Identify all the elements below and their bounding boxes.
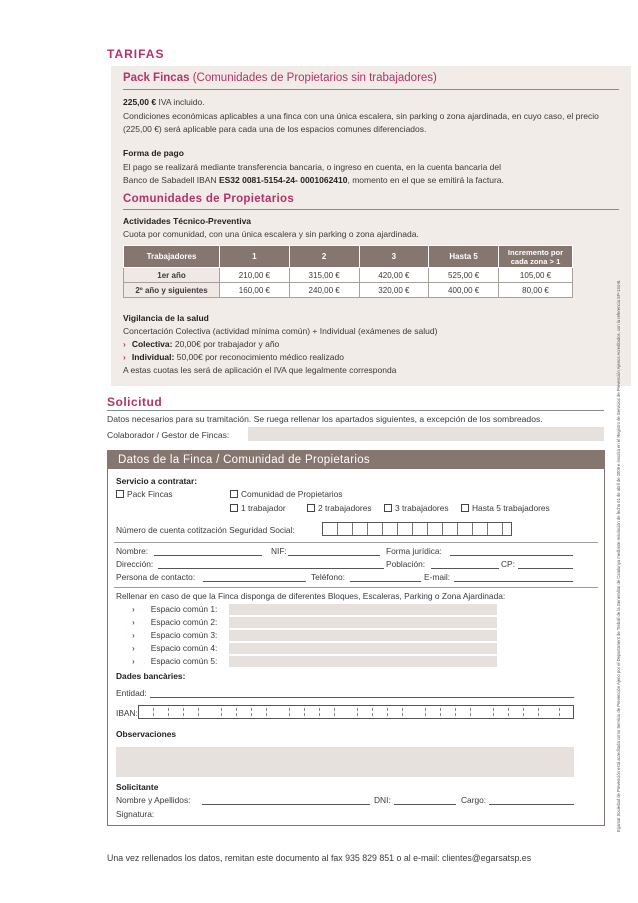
chevron-right-icon: › [123,339,126,349]
space-label-text: Espacio común 2: [150,617,218,627]
nif-label: NIF: [271,546,287,556]
option-1-worker[interactable] [230,503,286,513]
checkbox[interactable] [384,504,392,512]
cargo-input[interactable] [489,804,574,805]
option-label: 2 trabajadores [318,503,372,513]
table-header: Hasta 5 [429,246,499,268]
obs-title [116,729,176,739]
pack-title-sub: (Comunidades de Propietarios sin trabajadores) [192,72,437,84]
obs-title-text: Observaciones [116,729,177,739]
space-2-label [132,617,217,627]
table-header: 1 [220,246,290,268]
contacto-input[interactable] [203,581,306,582]
checkbox[interactable] [230,490,238,498]
service-label-text: Servicio a contratar: [116,476,197,486]
nombre-apellidos-input[interactable] [202,804,370,805]
cargo-label: Cargo: [461,795,487,805]
checkbox[interactable] [307,504,315,512]
chevron-right-icon: › [132,643,135,653]
table-header-row [124,246,573,268]
direccion-input[interactable] [158,568,384,569]
table-cell: 525,00 € [429,268,499,283]
cp-label: CP: [501,559,515,569]
divider [123,89,619,90]
space-5-field[interactable] [229,656,497,667]
table-cell: 320,00 € [359,283,429,298]
option-label: 3 trabajadores [395,503,449,513]
divider [114,542,598,543]
space-4-field[interactable] [229,643,497,654]
bottom-note: Una vez rellenados los datos, remitan este documento al fax 935 829 851 o al e-mail: clientes@egarsatsp.es [107,853,532,863]
space-2-field[interactable] [229,617,497,628]
space-label-text: Espacio común 5: [150,656,218,666]
option-label: Hasta 5 trabajadores [472,503,550,513]
forma-label: Forma jurídica: [386,546,442,556]
payment-title-text: Forma de pago [123,148,184,158]
table-cell: 420,00 € [359,268,429,283]
nombre-apellidos-label: Nombre y Apellidos: [116,795,191,805]
nombre-label: Nombre: [116,546,149,556]
chevron-right-icon: › [123,352,126,362]
pack-fincas-panel [111,66,631,386]
service-label [116,476,197,486]
signatura-label: Signatura: [116,809,155,819]
solicitud-intro: Datos necesarios para su tramitación. Se ruega rellenar los apartados siguientes, a excepción de los sombreados. [107,414,543,424]
option-label: 1 trabajador [241,503,286,513]
table-header: 3 [359,246,429,268]
chevron-right-icon: › [132,630,135,640]
activities-title-text: Actividades Técnico-Preventiva [123,216,252,226]
option-pack-fincas[interactable] [116,489,173,499]
space-label-text: Espacio común 3: [150,630,218,640]
space-label-text: Espacio común 1: [150,604,218,614]
email-label: E-mail: [424,572,451,582]
spaces-intro: Rellenar en caso de que la Finca disponga de diferentes Bloques, Escaleras, Parking o Zona Ajardinada: [116,591,506,601]
nombre-input[interactable] [154,555,262,556]
pack-title [123,72,437,84]
option-community[interactable] [230,489,343,499]
table-cell: 400,00 € [429,283,499,298]
individual-text: 50,00€ por reconocimiento médico realizado [176,352,344,362]
space-label-text: Espacio común 4: [150,643,218,653]
option-label: Comunidad de Propietarios [241,489,343,499]
health-text: Concertación Colectiva (actividad mínima común) + Individual (exámenes de salud) [123,326,438,336]
divider [114,587,598,588]
space-4-label [132,643,217,653]
solicitante-title [116,782,158,792]
price-value: 225,00 € [123,97,157,107]
option-3-workers[interactable] [384,503,449,513]
payment-text-1: El pago se realizará mediante transferencia bancaria, o ingreso en cuenta, en la cuenta bancaria del [123,162,502,172]
payment-text-2 [123,174,617,187]
iban-label: IBAN: [116,708,138,718]
solicitante-title-text: Solicitante [116,782,159,792]
option-label: Pack Fincas [127,489,173,499]
collective-label: Colectiva: [131,339,173,349]
table-cell: 210,00 € [220,268,290,283]
checkbox[interactable] [230,504,238,512]
email-input[interactable] [454,581,573,582]
telefono-input[interactable] [350,581,421,582]
entidad-input[interactable] [150,697,574,698]
rates-table [123,245,573,298]
table-cell: 1er año [124,268,220,283]
conditions-text: Condiciones económicas aplicables a una finca con una única escalera, sin parking o zona ajardinada, en cuyo caso, el precio (225,00 €) será aplicable para cada una de los espacios comunes diferenciados. [123,111,599,134]
table-cell: 315,00 € [289,268,359,283]
table-cell: 80,00 € [499,283,573,298]
divider [123,209,619,210]
price-line [123,96,617,109]
collaborator-field[interactable] [248,427,604,441]
activities-text: Cuota por comunidad, con una única escalera y sin parking o zona ajardinada. [123,229,419,239]
health-title [123,312,617,325]
table-cell: 240,00 € [289,283,359,298]
chevron-right-icon: › [132,604,135,614]
option-5-workers[interactable] [461,503,550,513]
individual-label: Individual: [131,352,175,362]
table-header: Incremento por cada zona > 1 [499,246,573,268]
forma-input[interactable] [450,555,573,556]
section-title-solicitud: Solicitud [107,395,163,409]
telefono-label: Teléfono: [311,572,345,582]
table-cell: 2º año y siguientes [124,283,220,298]
space-3-field[interactable] [229,630,497,641]
collective-text: 20,00€ por trabajador y año [174,339,280,349]
activities-title [123,215,617,228]
iva-note: A estas cuotas les será de aplicación el IVA que legalmente corresponda [123,365,397,375]
side-legal-note [616,42,630,832]
checkbox[interactable] [461,504,469,512]
section-title-tarifas: TARIFAS [107,47,165,61]
space-1-label [132,604,217,614]
health-title-text: Vigilancia de la salud [123,313,209,323]
payment-end: , momento en el que se emitirá la factura. [347,175,504,185]
payment-bank: Banco de Sabadell IBAN [123,175,217,185]
nif-input[interactable] [288,555,380,556]
cp-input[interactable] [518,568,573,569]
space-5-label [132,656,217,666]
table-row [124,268,573,283]
finca-form [107,450,605,826]
bank-title-text: Dades bancàries: [116,671,186,681]
table-row [124,283,573,298]
option-2-workers[interactable] [307,503,372,513]
checkbox[interactable] [116,490,124,498]
individual-line [123,351,617,364]
table-cell: 160,00 € [220,283,290,298]
observaciones-field[interactable] [116,747,574,777]
payment-title [123,147,617,160]
poblacion-label: Población: [386,559,426,569]
poblacion-input[interactable] [431,568,499,569]
entidad-label: Entidad: [116,688,147,698]
contacto-label: Persona de contacto: [116,572,196,582]
chevron-right-icon: › [132,617,135,627]
dni-input[interactable] [394,804,456,805]
table-cell: 105,00 € [499,268,573,283]
space-3-label [132,630,217,640]
price-note: IVA incluido. [158,97,205,107]
dni-label: DNI: [374,795,391,805]
table-header: 2 [289,246,359,268]
space-1-field[interactable] [229,604,497,615]
communities-title: Comunidades de Propietarios [123,193,295,205]
finca-header: Datos de la Finca / Comunidad de Propietarios [108,451,604,469]
table-header: Trabajadores [124,246,220,268]
divider [107,410,604,411]
collaborator-label: Colaborador / Gestor de Fincas: [107,430,230,440]
iban-input[interactable] [138,705,574,719]
direccion-label: Dirección: [116,559,154,569]
collective-line [123,338,617,351]
ss-number-input[interactable] [322,522,512,536]
side-legal-text: Egarsat Sociedad de Prevención está acreditada como Servicio de Prevención Ajeno por el Departament de Treball de la Generalitat de Catalunya mediante resolución de fecha 01 de abril de 2009 e inscrita en el Registro de Servicios de Prevención Ajenos Acreditados, con la referencia SP-134-B. [616,279,621,832]
payment-iban: ES32 0081-5154-24- 0001062410 [218,175,348,185]
chevron-right-icon: › [132,656,135,666]
ss-label: Número de cuenta cotitzación Seguridad Social: [116,525,295,535]
bank-title [116,671,185,681]
pack-title-main: Pack Fincas [123,72,190,84]
